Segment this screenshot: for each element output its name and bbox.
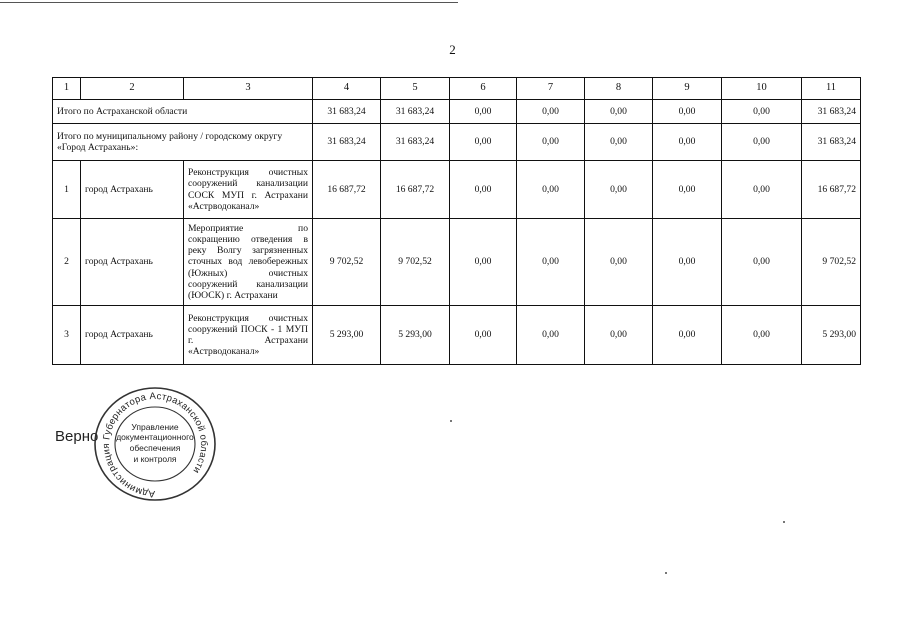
- row-number: 2: [53, 219, 81, 306]
- value-cell: 9 702,52: [313, 219, 381, 306]
- value-cell: 0,00: [450, 219, 517, 306]
- value-cell: 31 683,24: [381, 100, 450, 124]
- project-cell: Реконструкция очистных сооружений канализации СОСК МУП г. Астрахани «Астрводоканал»: [184, 161, 313, 219]
- value-cell: 0,00: [585, 219, 653, 306]
- value-cell: 0,00: [653, 124, 722, 161]
- value-cell: 5 293,00: [381, 306, 450, 365]
- scan-speck: [665, 572, 667, 574]
- table-row: [53, 219, 861, 306]
- total-row-municipality: [53, 124, 861, 161]
- value-cell: 0,00: [722, 306, 802, 365]
- project-cell: Реконструкция очистных сооружений ПОСК - 1 МУП г. Астрахани «Астрводоканал»: [184, 306, 313, 365]
- value-cell: 0,00: [517, 124, 585, 161]
- verno-label: Верно: [55, 428, 99, 445]
- table-row: [53, 306, 861, 365]
- municipality-cell: город Астрахань: [81, 161, 184, 219]
- value-cell: 0,00: [517, 161, 585, 219]
- value-cell: 0,00: [585, 161, 653, 219]
- seal-inner-text: [115, 407, 195, 479]
- table-row: [53, 161, 861, 219]
- column-header: 11: [802, 78, 861, 100]
- value-cell: 31 683,24: [381, 124, 450, 161]
- municipality-cell: город Астрахань: [81, 306, 184, 365]
- seal-line: и контроля: [133, 453, 177, 464]
- value-cell: 16 687,72: [802, 161, 861, 219]
- value-cell: 0,00: [450, 124, 517, 161]
- seal-ring-text: Администрация Губернатора Астраханской области: [100, 390, 210, 500]
- column-header: 8: [585, 78, 653, 100]
- column-header: 9: [653, 78, 722, 100]
- project-cell: Мероприятие по сокращению отведения в реку Волгу загрязненных сточных вод левобережных (Южных) очистных сооружений канализации (ЮОСК) г. Астрахани: [184, 219, 313, 306]
- value-cell: 0,00: [585, 306, 653, 365]
- column-header: 4: [313, 78, 381, 100]
- column-header: 6: [450, 78, 517, 100]
- total-label: Итого по Астраханской области: [53, 100, 313, 124]
- value-cell: 0,00: [450, 306, 517, 365]
- value-cell: 5 293,00: [313, 306, 381, 365]
- column-header: 1: [53, 78, 81, 100]
- funding-table: [52, 77, 861, 365]
- value-cell: 5 293,00: [802, 306, 861, 365]
- value-cell: 31 683,24: [802, 124, 861, 161]
- column-header: 7: [517, 78, 585, 100]
- column-header: 2: [81, 78, 184, 100]
- value-cell: 16 687,72: [313, 161, 381, 219]
- value-cell: 0,00: [653, 219, 722, 306]
- row-number: 1: [53, 161, 81, 219]
- total-label: Итого по муниципальному району / городскому округу «Город Астрахань»:: [53, 124, 313, 161]
- value-cell: 0,00: [653, 161, 722, 219]
- column-header: 3: [184, 78, 313, 100]
- value-cell: 0,00: [722, 161, 802, 219]
- column-header: 10: [722, 78, 802, 100]
- seal-line: документационного: [116, 432, 194, 443]
- value-cell: 0,00: [653, 306, 722, 365]
- scan-speck: [783, 521, 785, 523]
- value-cell: 31 683,24: [313, 100, 381, 124]
- value-cell: 0,00: [722, 124, 802, 161]
- value-cell: 0,00: [722, 219, 802, 306]
- column-header: 5: [381, 78, 450, 100]
- total-row-region: [53, 100, 861, 124]
- seal-line: Управление: [131, 421, 179, 432]
- value-cell: 31 683,24: [313, 124, 381, 161]
- top-rule: [0, 2, 458, 3]
- value-cell: 0,00: [517, 100, 585, 124]
- value-cell: 31 683,24: [802, 100, 861, 124]
- value-cell: 0,00: [517, 219, 585, 306]
- value-cell: 0,00: [450, 100, 517, 124]
- municipality-cell: город Астрахань: [81, 219, 184, 306]
- value-cell: 16 687,72: [381, 161, 450, 219]
- page-number: 2: [449, 42, 456, 57]
- value-cell: 0,00: [585, 124, 653, 161]
- value-cell: 0,00: [722, 100, 802, 124]
- value-cell: 0,00: [517, 306, 585, 365]
- value-cell: 9 702,52: [381, 219, 450, 306]
- value-cell: 0,00: [585, 100, 653, 124]
- seal-line: обеспечения: [129, 443, 181, 453]
- value-cell: 0,00: [450, 161, 517, 219]
- official-seal: [92, 385, 218, 503]
- column-number-header-row: [53, 78, 861, 100]
- row-number: 3: [53, 306, 81, 365]
- value-cell: 0,00: [653, 100, 722, 124]
- value-cell: 9 702,52: [802, 219, 861, 306]
- scan-speck: [450, 420, 452, 422]
